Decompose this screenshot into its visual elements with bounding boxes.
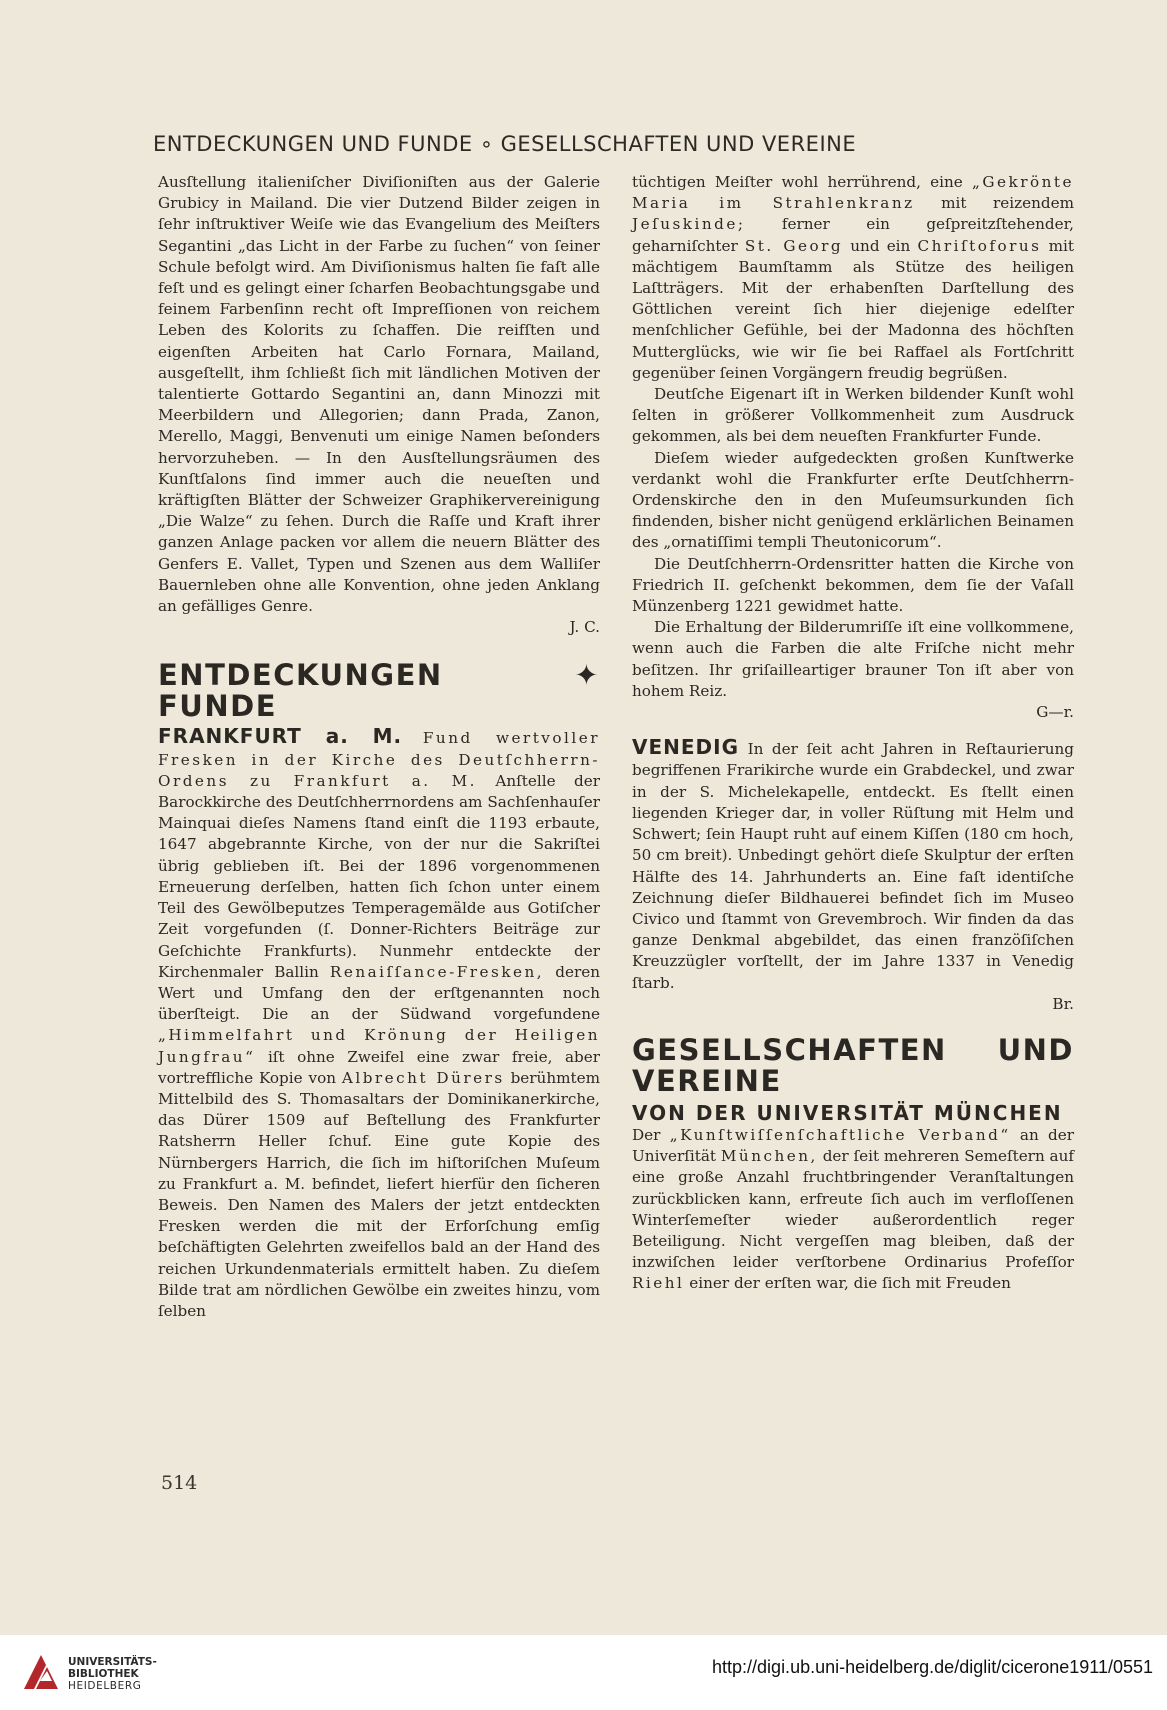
paragraph-frankfurt <box>158 726 600 1322</box>
continued-spaced-c: St. Georg <box>744 236 844 255</box>
muenchen-text-c: der ſeit mehreren Semeſtern auf eine große Anzahl fruchtbringender Veranſtaltungen zurückblicken kann, erfreute ſich auch im verfloſſenen Winterſemeſter wieder außerordentlich reger Beteiligung. Nicht vergeſſen mag bleiben, daß der inzwiſchen leider verſtorbene Ordinarius Profeſſor <box>632 1147 1075 1272</box>
continued-text-a: tüchtigen Meiſter wohl herrührend, eine <box>632 173 963 191</box>
section-title-gesellschaften: GESELLSCHAFTEN UND VEREINE <box>632 1032 1074 1098</box>
library-name-line-1: UNIVERSITÄTS- <box>68 1656 157 1668</box>
permalink-url[interactable]: http://digi.ub.uni-heidelberg.de/diglit/cicerone1911/0551 <box>712 1657 1153 1677</box>
muenchen-text-d: einer der erſten war, die ſich mit Freuden <box>689 1274 1011 1293</box>
venedig-text: In der ſeit acht Jahren in Reſtaurierung begriffenen Frarikirche wurde ein Grabdeckel, und zwar in der S. Michelekapelle, entdeckt. Es ſtellt einen liegenden Krieger dar, in voller Rüſtung mit Helm und Schwert; ſein Haupt ruht auf einem Kiſſen (180 cm hoch, 50 cm breit). Unbedingt gehört dieſe Skulptur der erſten Hälfte des 14. Jahrhunderts an. Eine faſt identiſche Zeichnung dieſer Bildhauerei befindet ſich im Museo Civico und ſtammt von Grevembroch. Wir finden da das ganze Denkmal abgebildet, das einen franzöſiſchen Kreuzzügler vorſtellt, der im Jahre 1337 in Venedig ſtarb. <box>632 740 1074 992</box>
continued-text-b: mit reizendem <box>941 194 1074 213</box>
right-column <box>632 172 1074 1295</box>
paragraph-exhibition <box>158 172 600 638</box>
paragraph-frankfurt-continued <box>632 172 1074 384</box>
runin-venedig: VENEDIG <box>632 735 739 760</box>
signature-br: Br. <box>1052 994 1074 1013</box>
muenchen-text-b: an der Univerſität <box>632 1125 1075 1166</box>
library-name <box>68 1656 157 1692</box>
frankfurt-text-4: berühmtem Mittelbild des S. Thomasaltars der Dominikanerkirche, das Dürer 1509 auf Beſtellung des Frankfurter Ratsherrn Heller ſchuf. Eine gute Kopie des Nürnbergers Harrich, die ſich im hiſtoriſchen Muſeum zu Frankfurt a. M. befindet, liefert hierfür den ſicheren Beweis. Den Namen des Malers der jetzt entdeckten Fresken werden die mit der Erforſchung emſig beſchäftigten Gelehrten zweifellos bald an der Hand des reichen Urkundenmaterials ermittelt haben. Zu dieſem Bilde trat am nördlichen Gewölbe ein zweites hinzu, vom ſelben <box>158 1068 600 1320</box>
signature-jc: J. C. <box>569 618 600 637</box>
paragraph-venedig <box>632 737 1074 1015</box>
library-logo-icon <box>20 1651 62 1693</box>
paragraph-deutsche-eigenart: Deutſche Eigenart iſt in Werken bildender Kunſt wohl ſelten in größerer Vollkommenheit zum Ausdruck gekommen, als bei dem neueſten Frankfurter Funde. <box>632 385 1074 446</box>
paragraph-ordensritter: Die Deutſchherrn-Ordensritter hatten die Kirche von Friedrich II. geſchenkt bekommen, dem ſie der Vaſall Münzenberg 1221 gewidmet hatte. <box>632 554 1074 616</box>
muenchen-spaced-c: Riehl <box>632 1274 685 1293</box>
continued-spaced-b: Jeſuskinde; <box>632 215 746 234</box>
frankfurt-headline: Fund wertvoller Fresken in der Kirche des Deutſchherrn-Ordens zu Frankfurt a. M. <box>158 729 600 790</box>
paragraph-muenchen <box>632 1125 1074 1295</box>
continued-spaced-a: „Gekrönte Maria im Strahlenkranz <box>632 173 1074 213</box>
muenchen-spaced-b: München, <box>720 1147 818 1166</box>
continued-text-c: ferner ein geſpreitzſtehender, geharniſchter <box>632 215 1074 255</box>
continued-spaced-d: Chriſtoforus <box>917 236 1042 255</box>
continued-text-e: mit mächtigem Baumſtamm als Stütze des heiligen Laſtträgers. Mit der erhabenſten Darſtellung des Göttlichen vereint ſich hier diejenige edelſter menſchlicher Gefühle, bei der Madonna des höchſten Mutterglücks, wie wir ſie bei Raffael als Fortſchritt gegenüber ſeinen Vorgängern freudig begrüßen. <box>632 236 1075 382</box>
exhibition-text: Ausſtellung italieniſcher Diviſioniſten aus der Galerie Grubicy in Mailand. Die vier Dutzend Bilder zeigen in ſehr inſtruktiver Weiſe wie das Evangelium des Meiſters Segantini „das Licht in der Farbe zu ſuchen“ von ſeiner Schule befolgt wird. Am Diviſionismus halten ſie faſt alle feſt und es gelingt einer ſcharfen Beobachtungsgabe und feinem Farbenſinn recht oft Impreſſionen von reichem Leben des Kolorits zu ſchaffen. Die reifſten und eigenſten Arbeiten hat Carlo Fornara, Mailand, ausgeſtellt, ihm ſchließt ſich mit ländlichen Motiven der talentierte Gottardo Segantini an, dann Minozzi mit Meerbildern und Allegorien; dann Prada, Zanon, Merello, Maggi, Benvenuti um einige Namen beſonders hervorzuheben. — In den Ausſtellungsräumen des Kunſtſalons ſind immer auch die neueſten und kräftigſten Blätter der Schweizer Graphikervereinigung „Die Walze“ zu ſehen. Durch die Raſſe und Kraft ihrer ganzen Anlage packen vor allem die neuern Blätter des Genfers E. Vallet, Typen und Szenen aus dem Walliſer Bauernleben ohne alle Konvention, ohne jeden Anklang an gefälliges Genre. <box>158 173 600 616</box>
runin-frankfurt: FRANKFURT a. M. <box>158 724 403 749</box>
muenchen-text-a: Der <box>632 1125 661 1144</box>
running-head: ENTDECKUNGEN UND FUNDE ∘ GESELLSCHAFTEN UND VEREINE <box>153 132 857 156</box>
frankfurt-spaced-3: „Himmelfahrt und Krönung der Heiligen Jungfrau“ <box>158 1026 600 1066</box>
frankfurt-spaced-2: Renaiſſance-Fresken, <box>329 962 545 981</box>
paragraph-erhaltung <box>632 617 1074 723</box>
muenchen-spaced-a: „Kunſtwiſſenſchaftliche Verband“ <box>669 1125 1011 1144</box>
left-column <box>158 172 600 1322</box>
frankfurt-text-3: iſt ohne Zweifel eine zwar freie, aber vortreffliche Kopie von <box>158 1047 601 1087</box>
page-number: 514 <box>161 1472 198 1494</box>
section-title-entdeckungen: ENTDECKUNGEN ✦ FUNDE <box>158 658 600 724</box>
frankfurt-spaced-4: Albrecht Dürers <box>341 1068 505 1087</box>
frankfurt-text-1: Anſtelle der Barockkirche des Deutſchherrnordens am Sachſenhauſer Mainquai dieſes Namens ſtand einſt die 1193 erbaute, 1647 abgebrannte Kirche, von der nur die Sakriſtei übrig geblieben iſt. Bei der 1896 vorgenommenen Erneuerung derſelben, hatten ſich ſchon unter einem Teil des Gewölbeputzes Temperagemälde aus Gotiſcher Zeit vorgefunden (ſ. Donner-Richters Beiträge zur Geſchichte Frankfurts). Nunmehr entdeckte der Kirchenmaler Ballin <box>158 771 600 981</box>
sub-heading-muenchen: VON DER UNIVERSITÄT MÜNCHEN <box>632 1100 1063 1125</box>
erhaltung-text: Die Erhaltung der Bilderumriſſe iſt eine vollkommene, wenn auch die Farben die alte Friſche nicht mehr beſitzen. Ihr griſailleartiger brauner Ton iſt aber von hohem Reiz. <box>632 618 1074 700</box>
continued-text-d: und ein <box>850 236 911 255</box>
viewer-footer <box>0 1635 1167 1710</box>
library-name-line-2: BIBLIOTHEK <box>68 1668 139 1680</box>
frankfurt-text-2: deren Wert und Umfang den der erſtgenannten noch überſteigt. Die an der Südwand vorgefundene <box>158 962 601 1024</box>
library-name-line-3: HEIDELBERG <box>68 1680 142 1692</box>
signature-gr: G—r. <box>1036 703 1074 722</box>
paragraph-kunstwerke: Dieſem wieder aufgedeckten großen Kunſtwerke verdankt wohl die Frankfurter erſte Deutſchherrn-Ordenskirche den in den Muſeumsurkunden ſich findenden, bisher nicht genügend erklärlichen Beinamen des „ornatiſſimi templi Theutonicorum“. <box>632 448 1074 552</box>
